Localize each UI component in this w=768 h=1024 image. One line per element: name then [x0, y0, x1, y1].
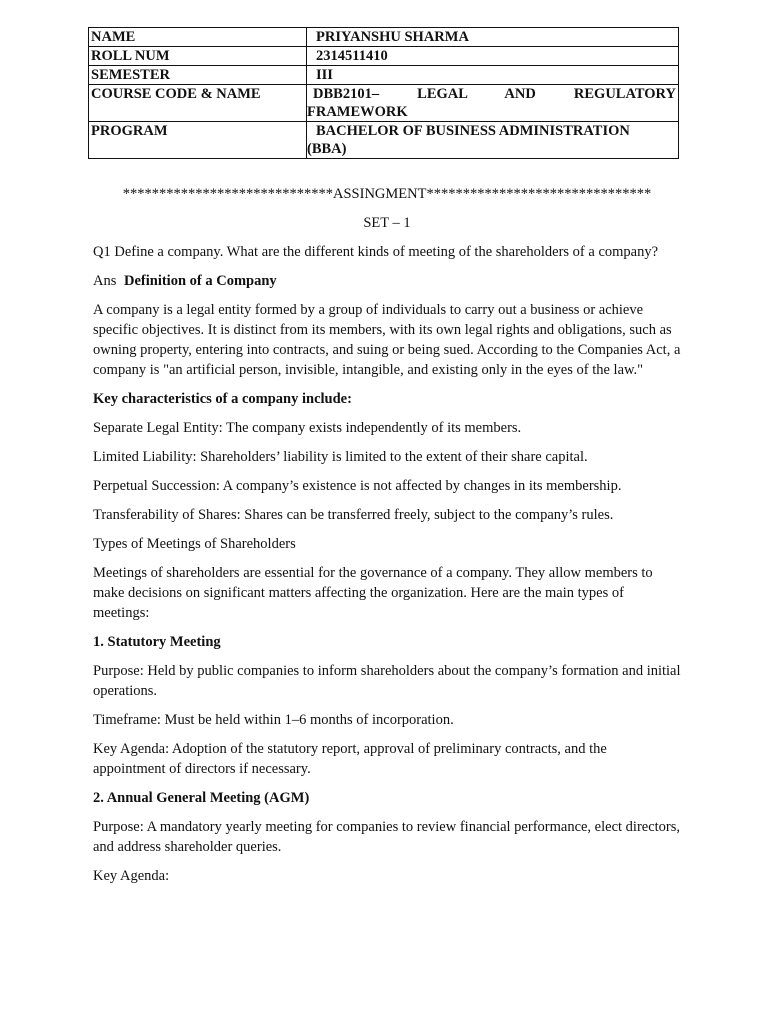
types-intro-paragraph: Meetings of shareholders are essential for the governance of a company. They allow members to make decisions on significant matters affecting the organization. Here are the main types of meetings:: [93, 565, 653, 621]
semester-value-text: III: [316, 67, 333, 83]
course-value-line2: FRAMEWORK: [307, 104, 408, 120]
definition-heading: Definition of a Company: [124, 273, 277, 289]
statutory-meeting-heading: 1. Statutory Meeting: [93, 634, 221, 650]
roll-num-value-text: 2314511410: [316, 48, 388, 64]
answer-label: Ans: [93, 273, 117, 289]
program-value-line1: BACHELOR OF BUSINESS ADMINISTRATION: [316, 123, 630, 139]
table-row: [89, 47, 679, 66]
name-value: [307, 28, 679, 47]
table-row: [89, 85, 679, 122]
table-row: [89, 66, 679, 85]
set-title: SET – 1: [363, 215, 411, 231]
name-value-text: PRIYANSHU SHARMA: [316, 29, 469, 45]
question-text: Q1 Define a company. What are the different kinds of meeting of the shareholders of a company?: [93, 244, 659, 260]
roll-num-value: [307, 47, 679, 66]
document-body: [93, 184, 681, 895]
statutory-agenda: Key Agenda: Adoption of the statutory report, approval of preliminary contracts, and the appointment of directors if necessary.: [93, 741, 607, 777]
name-label: NAME: [89, 28, 307, 47]
program-value-line2: (BBA): [307, 141, 347, 157]
key-characteristics-heading: Key characteristics of a company include:: [93, 391, 352, 407]
characteristic-item: Transferability of Shares: Shares can be transferred freely, subject to the company’s rules.: [93, 507, 614, 523]
semester-value: [307, 66, 679, 85]
agm-heading: 2. Annual General Meeting (AGM): [93, 790, 310, 806]
answer-heading: [93, 271, 681, 291]
statutory-purpose: Purpose: Held by public companies to inform shareholders about the company’s formation and initial operations.: [93, 663, 681, 699]
course-label: COURSE CODE & NAME: [89, 85, 307, 122]
roll-num-label: ROLL NUM: [89, 47, 307, 66]
characteristic-item: Limited Liability: Shareholders’ liability is limited to the extent of their share capital.: [93, 449, 588, 465]
statutory-timeframe: Timeframe: Must be held within 1–6 months of incorporation.: [93, 712, 454, 728]
agm-agenda: Key Agenda:: [93, 868, 170, 884]
table-row: [89, 122, 679, 159]
characteristic-item: Perpetual Succession: A company’s existence is not affected by changes in its membership.: [93, 478, 622, 494]
types-heading: Types of Meetings of Shareholders: [93, 536, 296, 552]
semester-label: SEMESTER: [89, 66, 307, 85]
definition-paragraph: A company is a legal entity formed by a group of individuals to carry out a business or achieve specific objectives. It is distinct from its members, with its own legal rights and obligations, such as owning property, entering into contracts, and suing or being sued. According to the Companies Act, a company is "an artificial person, invisible, intangible, and existing only in the eyes of the law.": [93, 302, 681, 378]
student-info-table: [88, 27, 679, 159]
table-row: [89, 28, 679, 47]
program-label: PROGRAM: [89, 122, 307, 159]
course-value: [307, 85, 679, 122]
assignment-banner: *****************************ASSINGMENT*******************************: [122, 186, 652, 202]
program-value: [307, 122, 679, 159]
characteristic-item: Separate Legal Entity: The company exists independently of its members.: [93, 420, 522, 436]
course-value-line1: DBB2101– LEGAL AND REGULATORY: [313, 86, 676, 102]
agm-purpose: Purpose: A mandatory yearly meeting for companies to review financial performance, elect directors, and address shareholder queries.: [93, 819, 681, 855]
